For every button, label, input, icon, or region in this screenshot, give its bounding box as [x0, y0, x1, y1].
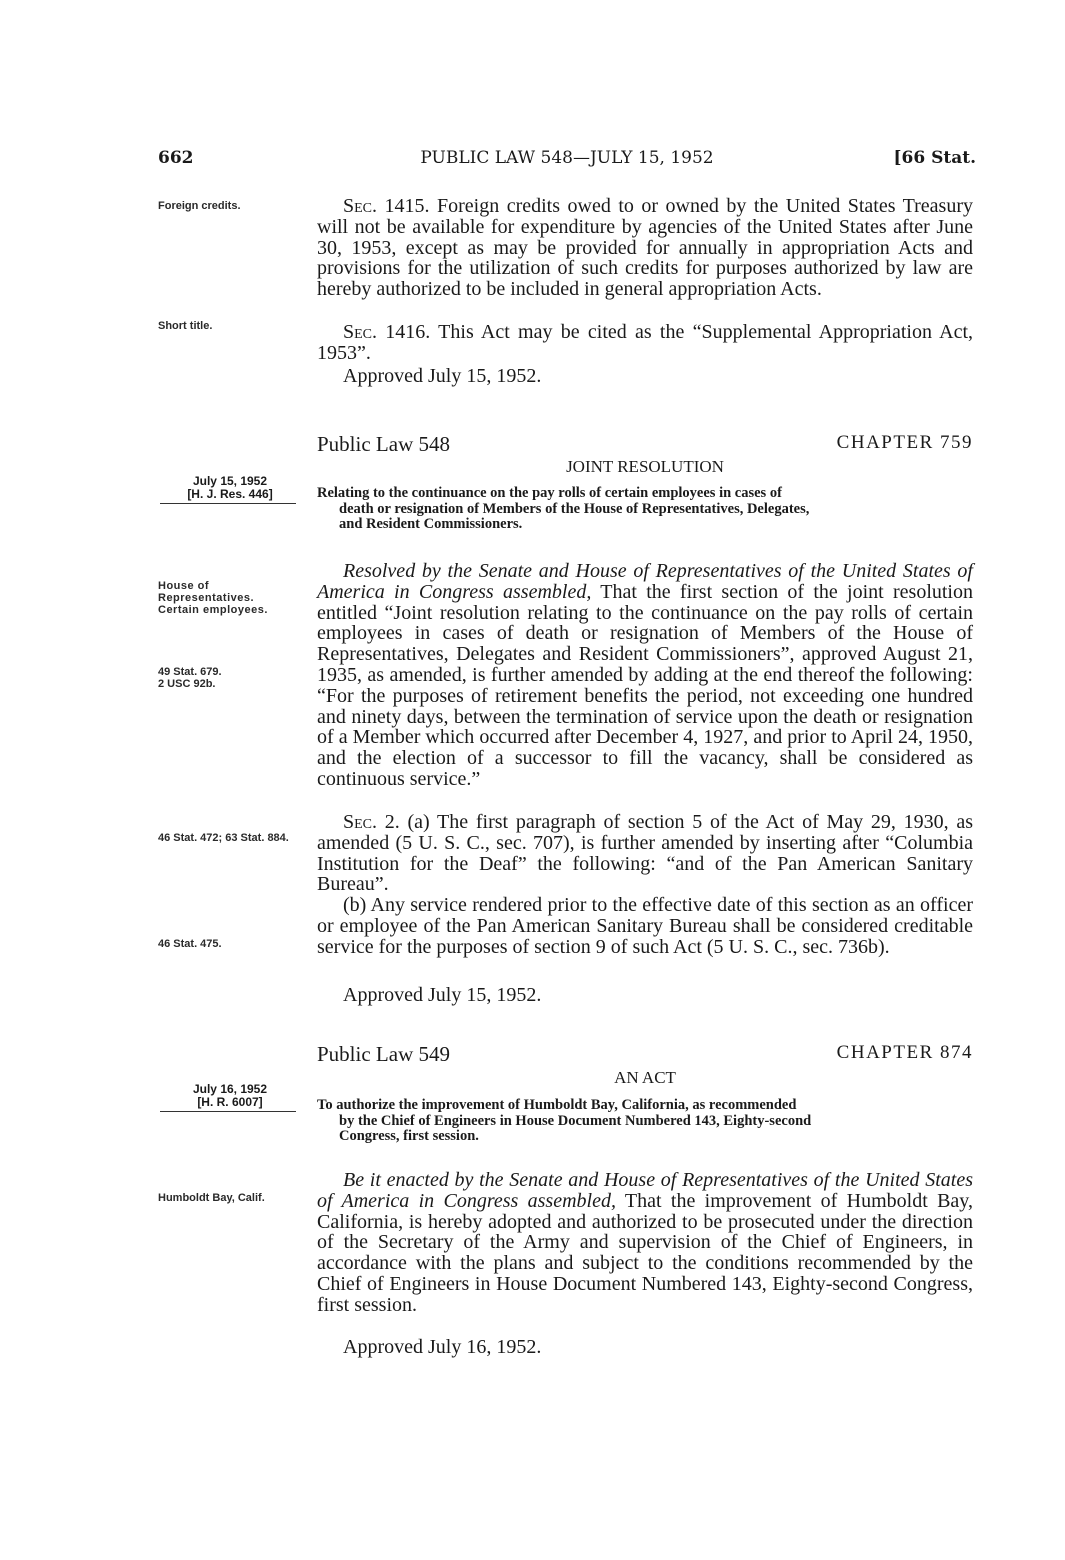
date-note-bill: [H. R. 6007]: [197, 1095, 263, 1109]
margin-note-house: [158, 580, 306, 616]
pl549-summary: [317, 1098, 973, 1145]
enactment-body: That the improvement of Humboldt Bay, California, is hereby adopted and authorized to be prosecuted under the direction of the Secretary of the Army and supervision of the Chief of Engineers, in accordance with the plans and subject to the conditions recommended by the Chief of Engineers in House Document Numbered 143, Eighty-second Congress, first session.: [317, 1189, 973, 1316]
summary-line: Relating to the continuance on the pay rolls of certain employees in cases of: [317, 485, 782, 501]
running-head: [158, 148, 976, 172]
margin-note-46-stat-475: 46 Stat. 475.: [158, 938, 222, 950]
sec-1415-body: 1415. Foreign credits owed to or owned by the United States Treasury will not be available for expenditure by agencies of the United States after June 30, 1953, except as may be provided for annually in appropriation Acts and provisions for the utilization of such credits for purposes authorized by law are hereby authorized to be included in general appropriation Acts.: [317, 195, 973, 301]
sec2-b-text: (b) Any service rendered prior to the effective date of this section as an officer or employee of the Pan American Sanitary Bureau shall be considered creditable service for the purposes of section 9 of such Act (5 U. S. C., sec. 736b).: [317, 894, 973, 958]
pl549-enactment: [317, 1170, 973, 1316]
approved-line: Approved July 16, 1952.: [343, 1336, 542, 1358]
pl548-summary-text: [317, 486, 973, 533]
section-1416-text: [317, 322, 973, 364]
margin-note-house-1: House of Representatives.: [158, 580, 255, 604]
joint-resolution-label: JOINT RESOLUTION: [566, 457, 724, 476]
section-1416: [317, 322, 973, 364]
date-note-pl549: [160, 1083, 300, 1112]
date-note-pl548: [160, 475, 300, 504]
volume-reference: [66 Stat.: [893, 148, 976, 168]
margin-note-49-stat: [158, 666, 306, 690]
summary-line: and Resident Commissioners.: [339, 516, 523, 532]
pl549-summary-text: [317, 1098, 973, 1145]
sec-label: Sec.: [343, 811, 378, 833]
chapter-874: CHAPTER 874: [836, 1042, 973, 1063]
resolved-clause: [317, 561, 973, 790]
resolving-clause: Resolved by the Senate and House of Representatives of the United States of America in Congress assembled,: [317, 560, 973, 603]
date-note-date: July 16, 1952: [192, 1082, 268, 1096]
summary-line: To authorize the improvement of Humboldt Bay, California, as recommended: [317, 1097, 797, 1113]
approved-line: Approved July 15, 1952.: [343, 365, 542, 387]
summary-line: by the Chief of Engineers in House Document Numbered 143, Eighty-second: [339, 1112, 812, 1129]
margin-note-house-2: Certain employees.: [158, 604, 268, 616]
summary-line: death or resignation of Members of the House of Representatives, Delegates,: [339, 500, 810, 517]
margin-note-foreign-credits: Foreign credits.: [158, 200, 241, 212]
sec-1416-body: 1416. This Act may be cited as the “Supplemental Appropriation Act, 1953”.: [317, 321, 973, 364]
summary-line: Congress, first session.: [339, 1128, 479, 1144]
section-1415: [317, 196, 973, 300]
pl548-sec2: [317, 812, 973, 958]
date-note-rule: [160, 1111, 296, 1112]
sec2-a-text: [317, 812, 973, 895]
margin-note-49-stat-1: 49 Stat. 679.: [158, 666, 222, 678]
sec-label: Sec.: [343, 321, 378, 343]
public-law-548-title: Public Law 548: [317, 432, 450, 456]
sec-label: Sec.: [343, 195, 378, 217]
enacting-clause: [317, 1170, 973, 1316]
section-1415-text: [317, 196, 973, 300]
margin-note-humboldt: Humboldt Bay, Calif.: [158, 1192, 265, 1204]
margin-note-49-stat-2: 2 USC 92b.: [158, 678, 216, 690]
chapter-759: CHAPTER 759: [836, 432, 973, 453]
public-law-549-title: Public Law 549: [317, 1042, 450, 1066]
date-note-bill: [H. J. Res. 446]: [187, 487, 273, 501]
pl548-summary: [317, 486, 973, 533]
margin-note-short-title: Short title.: [158, 320, 213, 332]
an-act-label: AN ACT: [614, 1068, 676, 1087]
date-note-rule: [160, 503, 296, 504]
sec2-a-body: 2. (a) The first paragraph of section 5 of the Act of May 29, 1930, as amended (5 U. S. C., sec. 707), is further amended by inserting after “Columbia Institution for the Deaf” the following: “and of the Pan American Sanitary Bureau”.: [317, 811, 973, 896]
margin-note-46-stat-472: 46 Stat. 472; 63 Stat. 884.: [158, 832, 289, 844]
approved-line: Approved July 15, 1952.: [343, 984, 542, 1006]
page-number: 662: [158, 148, 194, 168]
pl548-resolution: [317, 561, 973, 790]
enacting-words: Be it enacted by the Senate and House of Representatives of the United States of America in Congress assembled,: [317, 1169, 973, 1212]
resolution-body: That the first section of the joint resolution entitled “Joint resolution relating to the continuance on the pay rolls of certain employees in cases of death or resignation of Members of the House of Representatives, Delegates and Resident Commissioners”, approved August 21, 1935, as amended, is further amended by adding at the end thereof the following: “For the purposes of retirement benefits the period, not exceeding one hundred and ninety days, between the termination of service upon the death or resignation of a Member which occurred after December 4, 1927, and prior to April 24, 1950, and the election of a successor to fill the vacancy, shall be considered as continuous service.”: [317, 580, 973, 790]
date-note-date: July 15, 1952: [192, 474, 268, 488]
running-title: PUBLIC LAW 548—JULY 15, 1952: [420, 148, 714, 168]
